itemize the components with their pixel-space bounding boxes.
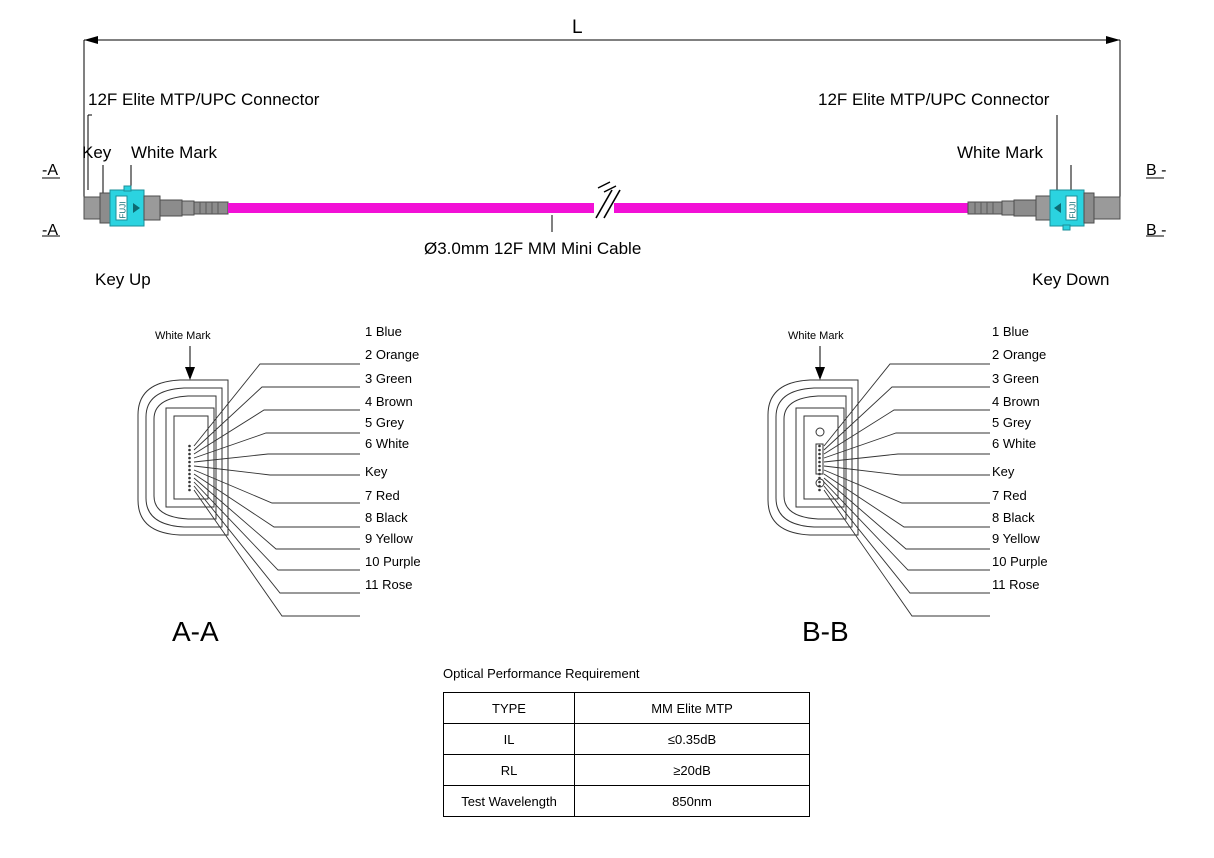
table-cell-label: RL — [444, 755, 575, 786]
overall-dimension-line — [84, 36, 1120, 200]
fiber-label: 3 Green — [365, 371, 412, 386]
fiber-label: 7 Red — [365, 488, 400, 503]
svg-text:FUJI: FUJI — [1068, 201, 1078, 219]
fiber-label: 6 White — [992, 436, 1037, 451]
overall-length-label: L — [572, 17, 583, 38]
fiber-label-key: Key — [365, 464, 388, 479]
fiber-hole-array — [818, 445, 821, 492]
performance-table-caption: Optical Performance Requirement — [443, 666, 640, 681]
table-row — [444, 693, 810, 724]
fiber-label: 1 Blue — [365, 324, 402, 339]
fiber-label: 9 Yellow — [365, 531, 413, 546]
section-mark-left-bottom: -A — [42, 222, 58, 239]
fiber-label: 1 Blue — [992, 324, 1029, 339]
table-row — [444, 755, 810, 786]
table-cell-value: 850nm — [575, 786, 810, 817]
fiber-label: 2 Orange — [365, 347, 420, 362]
section-b-b-title: B-B — [802, 616, 849, 647]
left-white-mark-label: White Mark — [131, 143, 217, 162]
table-cell-label: Test Wavelength — [444, 786, 575, 817]
fiber-label: 10 Purple — [365, 554, 421, 569]
white-mark-pointer — [185, 346, 195, 380]
table-cell-value: ≥20dB — [575, 755, 810, 786]
left-connector-label: 12F Elite MTP/UPC Connector — [88, 90, 320, 109]
white-mark-pointer — [815, 346, 825, 380]
fiber-cable — [228, 182, 968, 218]
fiber-label: 6 White — [365, 436, 410, 451]
performance-table — [443, 692, 810, 817]
section-b-white-mark-label: White Mark — [788, 330, 844, 342]
fiber-leader-lines — [194, 364, 360, 616]
section-mark-right-top: B - — [1146, 162, 1167, 179]
table-cell-value: MM Elite MTP — [575, 693, 810, 724]
svg-text:FUJI: FUJI — [118, 201, 128, 219]
fiber-label: 2 Orange — [992, 347, 1047, 362]
fiber-label: 3 Green — [992, 371, 1039, 386]
fiber-label: 9 Yellow — [992, 531, 1040, 546]
right-connector-label: 12F Elite MTP/UPC Connector — [818, 90, 1050, 109]
fiber-label: 8 Black — [992, 510, 1035, 525]
right-orientation-label: Key Down — [1032, 270, 1110, 289]
section-a-white-mark-label: White Mark — [155, 330, 211, 342]
fiber-leader-lines — [824, 364, 990, 616]
table-cell-value: ≤0.35dB — [575, 724, 810, 755]
section-a-a-title: A-A — [172, 616, 219, 647]
fiber-label: 8 Black — [365, 510, 408, 525]
section-mark-right-bottom: B - — [1146, 222, 1167, 239]
left-orientation-label: Key Up — [95, 270, 151, 289]
right-connector — [968, 190, 1120, 230]
cable-label: Ø3.0mm 12F MM Mini Cable — [424, 239, 642, 258]
fiber-label: 5 Grey — [992, 415, 1032, 430]
table-row — [444, 724, 810, 755]
fiber-label-key: Key — [992, 464, 1015, 479]
fiber-label: 10 Purple — [992, 554, 1048, 569]
fiber-label: 4 Brown — [365, 394, 413, 409]
table-cell-label: TYPE — [444, 693, 575, 724]
callout-leaders — [88, 115, 1071, 232]
fiber-label: 5 Grey — [365, 415, 405, 430]
table-cell-label: IL — [444, 724, 575, 755]
fiber-label: 4 Brown — [992, 394, 1040, 409]
section-mark-left-top: -A — [42, 162, 58, 179]
left-connector — [84, 186, 228, 226]
key-label: Key — [82, 143, 112, 162]
fiber-label: 11 Rose — [992, 577, 1040, 592]
fiber-label: 11 Rose — [365, 577, 413, 592]
right-white-mark-label: White Mark — [957, 143, 1043, 162]
fiber-hole-array — [188, 445, 191, 492]
fiber-label: 7 Red — [992, 488, 1027, 503]
table-row — [444, 786, 810, 817]
